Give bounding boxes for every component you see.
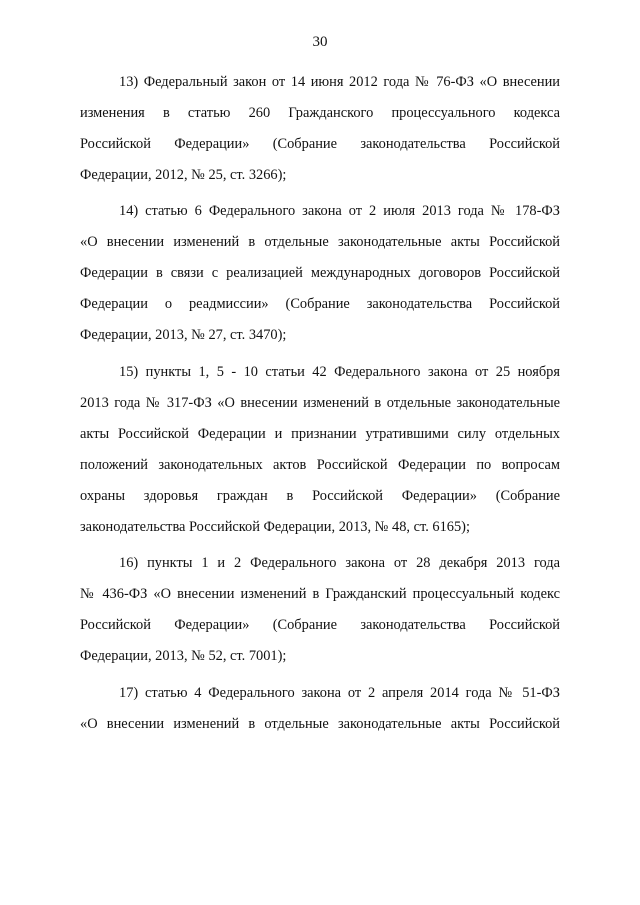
text-line: 16) пункты 1 и 2 Федерального закона от 28 декабря 2013 года <box>119 555 560 571</box>
text-line: 17) статью 4 Федерального закона от 2 апреля 2014 года № 51-ФЗ <box>119 684 560 701</box>
page-number: 30 <box>312 34 328 50</box>
text-line: 15) пункты 1, 5 - 10 статьи 42 Федерального закона от 25 ноября <box>119 363 560 380</box>
text-line: Федерации, 2013, № 27, ст. 3470); <box>80 327 287 343</box>
text-line: «О внесении изменений в отдельные законодательные акты Российской <box>80 234 560 250</box>
text-line: Федерации, 2012, № 25, ст. 3266); <box>80 166 287 183</box>
text-line: № 436-ФЗ «О внесении изменений в Гражданский процессуальный кодекс <box>80 586 560 602</box>
text-line: положений законодательных актов Российской Федерации по вопросам <box>80 456 560 473</box>
text-line: «О внесении изменений в отдельные законодательные акты Российской <box>80 715 560 732</box>
list-item-17 <box>80 677 560 739</box>
text-line: акты Российской Федерации и признании утратившими силу отдельных <box>80 425 560 442</box>
document-body <box>80 66 560 745</box>
text-line: Федерации о реадмиссии» (Собрание законодательства Российской <box>80 296 560 312</box>
list-item-16 <box>80 548 560 672</box>
text-line: 13) Федеральный закон от 14 июня 2012 года № 76-ФЗ «О внесении <box>119 73 560 90</box>
list-item-13 <box>80 66 560 190</box>
text-line: Российской Федерации» (Собрание законодательства Российской <box>80 135 560 152</box>
list-item-14 <box>80 196 560 351</box>
text-line: Федерации в связи с реализацией международных договоров Российской <box>80 265 560 281</box>
text-line: Российской Федерации» (Собрание законодательства Российской <box>80 617 560 633</box>
text-line: охраны здоровья граждан в Российской Федерации» (Собрание <box>80 487 560 504</box>
text-line: 2013 года № 317-ФЗ «О внесении изменений в отдельные законодательные <box>80 394 560 411</box>
text-line: 14) статью 6 Федерального закона от 2 июля 2013 года № 178-ФЗ <box>119 203 560 219</box>
text-line: законодательства Российской Федерации, 2013, № 48, ст. 6165); <box>80 518 470 535</box>
text-line: Федерации, 2013, № 52, ст. 7001); <box>80 648 287 664</box>
text-line: изменения в статью 260 Гражданского процессуального кодекса <box>80 104 560 121</box>
list-item-15 <box>80 356 560 542</box>
